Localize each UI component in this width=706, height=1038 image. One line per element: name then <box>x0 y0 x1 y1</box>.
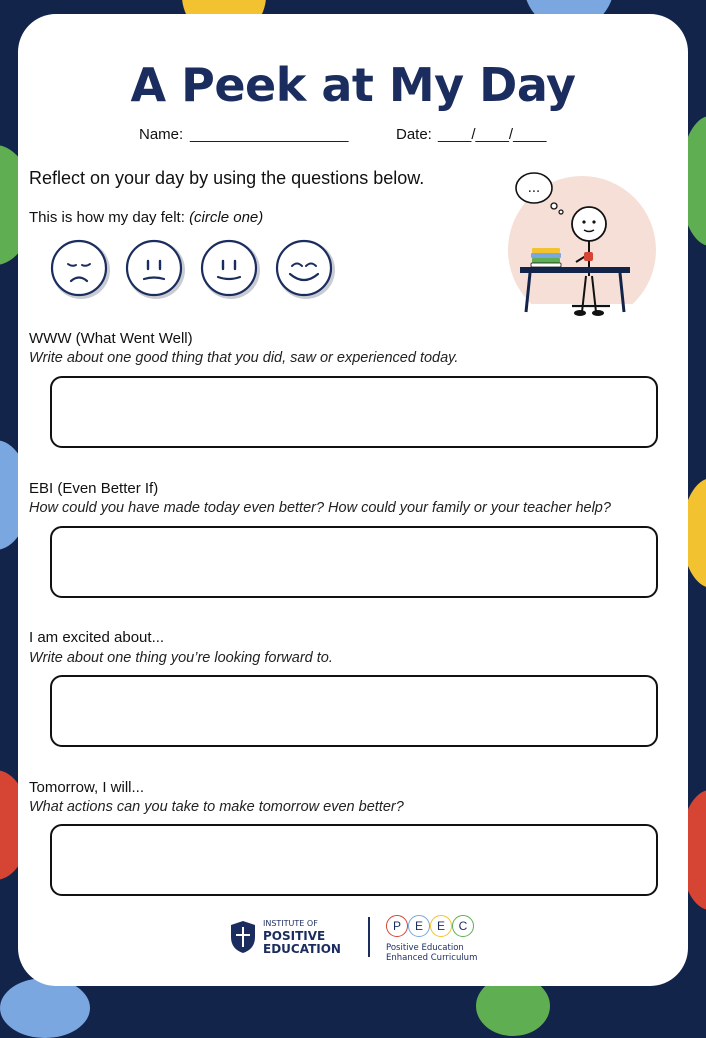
excited-prompt: Write about one thing you’re looking forward to. <box>29 650 333 666</box>
peec-line1: Positive Education <box>386 943 464 953</box>
peec-letter-p: P <box>386 915 408 937</box>
meh-face-icon[interactable] <box>125 239 187 301</box>
page-title: A Peek at My Day <box>130 58 576 112</box>
mood-label: This is how my day felt: <box>29 209 185 226</box>
sad-face-icon[interactable] <box>50 239 112 301</box>
ipe-line3: EDUCATION <box>263 942 341 956</box>
date-label: Date: <box>396 126 432 143</box>
excited-heading: I am excited about... <box>29 629 165 646</box>
footer-logos <box>18 909 688 969</box>
www-answer-box[interactable] <box>50 376 658 448</box>
intro-text: Reflect on your day by using the questions below. <box>29 168 425 188</box>
mood-hint: (circle one) <box>189 209 264 226</box>
footer-divider <box>368 917 370 957</box>
ipe-line2: POSITIVE <box>263 929 326 943</box>
ebi-answer-box[interactable] <box>50 526 658 598</box>
tomorrow-prompt: What actions can you take to make tomorrow even better? <box>29 799 404 815</box>
happy-face-icon[interactable] <box>275 239 337 301</box>
crest-icon <box>228 919 258 955</box>
tomorrow-heading: Tomorrow, I will... <box>29 779 145 796</box>
student-desk-illustration <box>498 166 658 326</box>
ebi-heading: EBI (Even Better If) <box>29 480 159 497</box>
date-field[interactable]: ____/____/____ <box>438 126 547 143</box>
ebi-prompt: How could you have made today even better? How could your family or your teacher help? <box>29 500 611 516</box>
worksheet-card <box>18 14 688 986</box>
content-face-icon[interactable] <box>200 239 262 301</box>
thought-text: ... <box>527 181 541 196</box>
www-heading: WWW (What Went Well) <box>29 330 193 347</box>
excited-answer-box[interactable] <box>50 675 658 747</box>
tomorrow-answer-box[interactable] <box>50 824 658 896</box>
name-label: Name: <box>139 126 184 143</box>
peec-line2: Enhanced Curriculum <box>386 953 478 963</box>
name-field[interactable]: ___________________ <box>190 126 349 143</box>
mood-question <box>29 209 263 226</box>
peec-letter-e1: E <box>408 915 430 937</box>
ipe-line1: INSTITUTE OF <box>263 919 318 928</box>
peec-letter-e2: E <box>430 915 452 937</box>
www-prompt: Write about one good thing that you did, saw or experienced today. <box>29 350 459 366</box>
border-dot-blue-bottom <box>0 978 90 1038</box>
peec-letter-c: C <box>452 915 474 937</box>
